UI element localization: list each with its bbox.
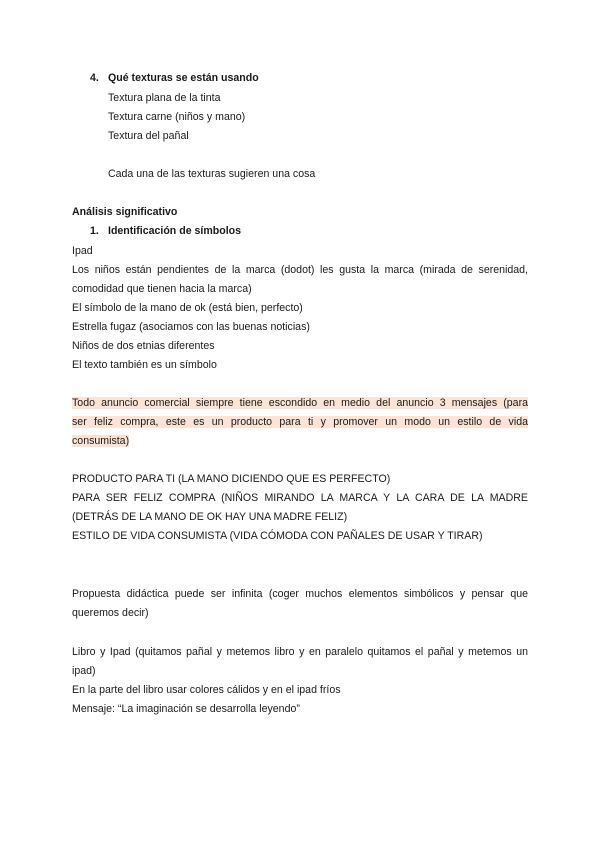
highlighted-text: ser feliz compra, este es un producto para ti y promover un modo un estilo de vida [72, 416, 528, 428]
proposal-line: Propuesta didáctica puede ser infinita (coger muchos elementos simbólicos y pensar que [72, 588, 528, 600]
symbol-item: Niños de dos etnias diferentes [72, 340, 215, 352]
message-line: ESTILO DE VIDA CONSUMISTA (VIDA CÓMODA CON PAÑALES DE USAR Y TIRAR) [72, 530, 483, 542]
idea-message: Mensaje: “La imaginación se desarrolla leyendo” [72, 703, 300, 715]
highlighted-text: Todo anuncio comercial siempre tiene escondido en medio del anuncio 3 mensajes (para [72, 397, 528, 409]
textures-heading-number: 4. [90, 72, 99, 84]
proposal-paragraph [72, 588, 528, 626]
analysis-heading: Análisis significativo [72, 206, 178, 218]
highlighted-line [72, 435, 528, 454]
textures-heading [90, 72, 259, 85]
texture-item: Textura plana de la tinta [108, 92, 221, 104]
highlighted-paragraph [72, 397, 528, 454]
symbols-subheading [90, 225, 241, 238]
symbol-item: comodidad que tienen hacia la marca) [72, 283, 252, 295]
symbol-item: Los niños están pendientes de la marca (dodot) les gusta la marca (mirada de serenidad, [72, 264, 528, 276]
symbol-item: El texto también es un símbolo [72, 359, 217, 371]
texture-item: Textura del pañal [108, 130, 189, 142]
idea-line: En la parte del libro usar colores cálidos y en el ipad fríos [72, 684, 341, 696]
message-line: PARA SER FELIZ COMPRA (NIÑOS MIRANDO LA MARCA Y LA CARA DE LA MADRE [72, 492, 528, 504]
symbol-item: Ipad [72, 245, 93, 257]
symbol-item: El símbolo de la mano de ok (está bien, perfecto) [72, 302, 303, 314]
idea-line: Libro y Ipad (quitamos pañal y metemos libro y en paralelo quitamos el pañal y metemos un [72, 646, 528, 658]
proposal-line: queremos decir) [72, 607, 149, 619]
idea-line: ipad) [72, 665, 96, 677]
texture-item: Textura carne (niños y mano) [108, 111, 246, 123]
highlighted-line [72, 397, 528, 416]
message-line: (DETRÁS DE LA MANO DE OK HAY UNA MADRE FELIZ) [72, 511, 348, 523]
message-line: PRODUCTO PARA TI (LA MANO DICIENDO QUE ES PERFECTO) [72, 473, 391, 485]
idea-paragraph [72, 646, 528, 684]
highlighted-text: consumista) [72, 435, 130, 447]
textures-heading-text: Qué texturas se están usando [108, 72, 259, 84]
highlighted-line [72, 416, 528, 435]
message-paragraph [72, 492, 528, 511]
symbols-subheading-number: 1. [90, 225, 99, 237]
symbol-paragraph [72, 264, 528, 283]
symbol-item: Estrella fugaz (asociamos con las buenas noticias) [72, 321, 310, 333]
symbols-subheading-text: Identificación de símbolos [108, 225, 242, 237]
textures-note: Cada una de las texturas sugieren una cosa [108, 168, 316, 180]
